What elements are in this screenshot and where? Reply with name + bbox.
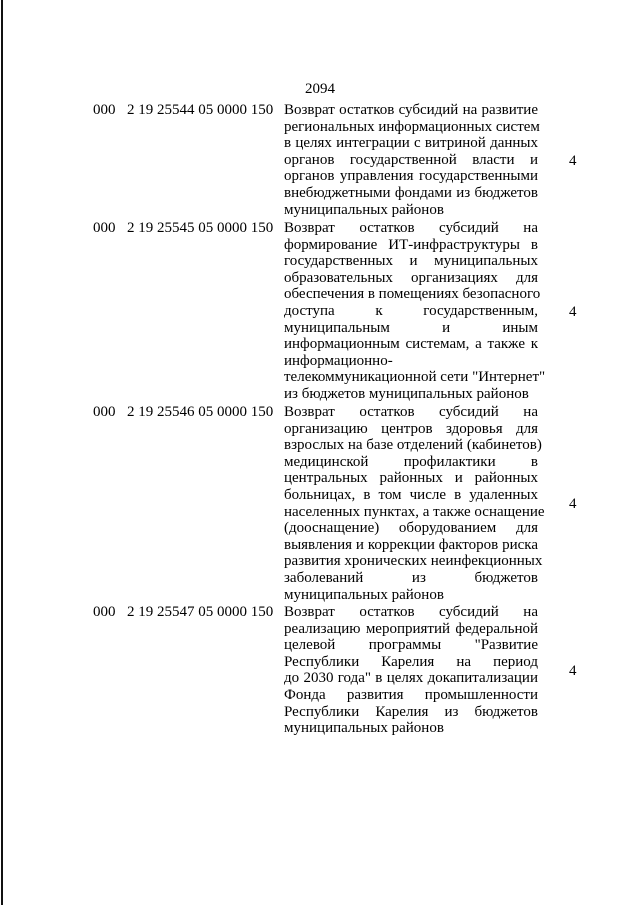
description-line: Фонда развития промышленности: [284, 686, 538, 703]
description-line: формирование ИТ-инфраструктуры в: [284, 236, 538, 253]
description-line: муниципальных районов: [284, 720, 444, 737]
description-line: информационным системам, а также к: [284, 336, 538, 353]
row-description: [284, 404, 545, 603]
description-line: организацию центров здоровья для: [284, 420, 538, 437]
description-line: государственных и муниципальных: [284, 253, 538, 270]
admin-code: 000: [93, 220, 116, 236]
description-line: из бюджетов муниципальных районов: [284, 385, 529, 402]
description-line: Возврат остатков субсидий на: [284, 404, 538, 420]
description-line: Республики Карелия из бюджетов: [284, 703, 538, 720]
row-description: [284, 102, 538, 218]
description-line: заболеваний из бюджетов: [284, 569, 538, 586]
description-line: выявления и коррекции факторов риска: [284, 536, 538, 553]
description-line: телекоммуникационной сети "Интернет": [284, 369, 546, 386]
admin-code: 000: [93, 102, 116, 118]
page-left-border: [1, 0, 3, 905]
description-line: Возврат остатков субсидий на: [284, 220, 538, 236]
description-line: Возврат остатков субсидий на: [284, 604, 538, 620]
row-description: [284, 604, 538, 737]
amount-value: 4: [569, 496, 577, 512]
description-line: Республики Карелия на период: [284, 653, 538, 670]
page-number: 2094: [305, 81, 335, 97]
description-line: взрослых на базе отделений (кабинетов): [284, 437, 542, 454]
description-line: региональных информационных систем: [284, 118, 540, 135]
description-line: образовательных организациях для: [284, 269, 538, 286]
budget-classification-code: 2 19 25545 05 0000 150: [127, 220, 274, 236]
description-line: (дооснащение) оборудованием для: [284, 520, 538, 537]
description-line: целевой программы "Развитие: [284, 637, 538, 654]
description-line: муниципальным и иным: [284, 319, 538, 336]
description-line: муниципальных районов: [284, 201, 444, 218]
budget-classification-code: 2 19 25547 05 0000 150: [127, 604, 274, 620]
description-line: обеспечения в помещениях безопасного: [284, 286, 541, 303]
description-line: внебюджетными фондами из бюджетов: [284, 184, 538, 201]
admin-code: 000: [93, 604, 116, 620]
row-description: [284, 220, 546, 403]
amount-value: 4: [569, 663, 577, 679]
description-line: до 2030 года" в целях докапитализации: [284, 670, 538, 687]
description-line: информационно-: [284, 352, 393, 369]
description-line: доступа к государственным,: [284, 302, 538, 319]
description-line: реализацию мероприятий федеральной: [284, 620, 538, 637]
description-line: органов государственной власти и: [284, 151, 538, 168]
description-line: органов управления государственными: [284, 168, 538, 185]
admin-code: 000: [93, 404, 116, 420]
description-line: населенных пунктах, а также оснащение: [284, 503, 545, 520]
description-line: Возврат остатков субсидий на развитие: [284, 102, 538, 118]
description-line: в целях интеграции с витриной данных: [284, 135, 538, 152]
amount-value: 4: [569, 304, 577, 320]
description-line: больницах, в том числе в удаленных: [284, 486, 538, 503]
description-line: муниципальных районов: [284, 586, 444, 603]
description-line: развития хронических неинфекционных: [284, 553, 543, 570]
amount-value: 4: [569, 153, 577, 169]
budget-classification-code: 2 19 25544 05 0000 150: [127, 102, 274, 118]
budget-classification-code: 2 19 25546 05 0000 150: [127, 404, 274, 420]
description-line: центральных районных и районных: [284, 470, 538, 487]
description-line: медицинской профилактики в: [284, 453, 538, 470]
